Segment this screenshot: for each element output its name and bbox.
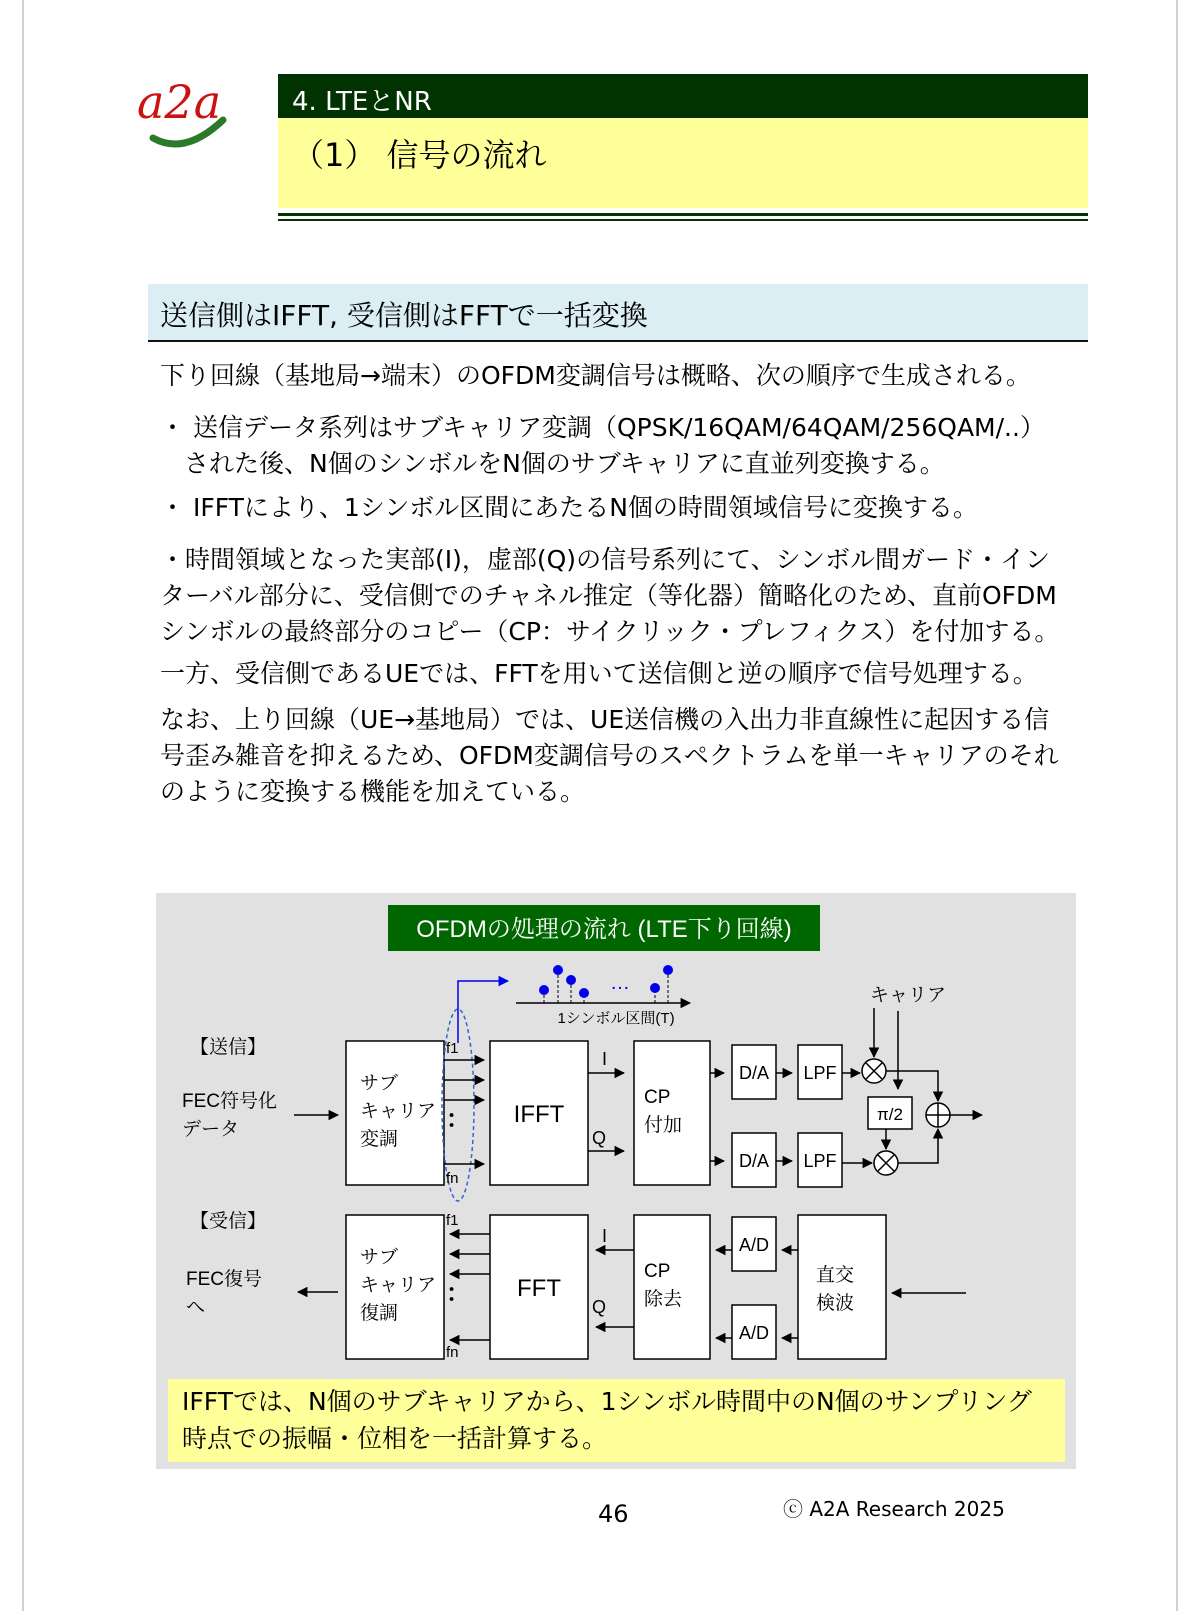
paragraph-2-line-1: ・ 送信データ系列はサブキャリア変調（QPSK/16QAM/64QAM/256QAM/..）	[160, 413, 1045, 442]
cp-remove-block	[634, 1215, 710, 1359]
paragraph-2	[160, 410, 1080, 482]
paragraph-2-line-2: された後、N個のシンボルをN個のサブキャリアに直並列変換する。	[184, 449, 945, 478]
da-label-q: D/A	[738, 1151, 770, 1171]
note-box	[168, 1379, 1065, 1462]
tx-input-line2: データ	[182, 1119, 240, 1140]
section-heading-box	[148, 284, 1088, 342]
paragraph-6-line-2: 号歪み雑音を抑えるため、OFDM変調信号のスペクトラムを単一キャリアのそれ	[160, 741, 1059, 770]
mixer-i	[862, 1059, 886, 1083]
cp-add-block	[634, 1041, 710, 1185]
rx-output-line2: へ	[186, 1297, 206, 1318]
note-line-2: 時点での振幅・位相を一括計算する。	[182, 1424, 608, 1453]
quadrature-detector-block	[798, 1215, 886, 1359]
paragraph-6-line-1: なお、上り回線（UE→基地局）では、UE送信機の入出力非直線性に起因する信	[160, 705, 1050, 734]
pi2-label: π/2	[877, 1105, 903, 1124]
rx-det-line2: 検波	[816, 1293, 855, 1314]
paragraph-3: ・ IFFTにより、1シンボル区間にあたるN個の時間領域信号に変換する。	[160, 493, 978, 522]
rx-label: 【受信】	[190, 1211, 267, 1232]
diagram-title: OFDMの処理の流れ (LTE下り回線)	[416, 916, 792, 943]
tx-cp-line2: 付加	[644, 1115, 683, 1136]
ad-label-i: A/D	[738, 1235, 770, 1255]
fft-label: FFT	[517, 1275, 561, 1302]
header-rule-thin	[278, 219, 1088, 221]
timeline-ellipsis: …	[610, 972, 630, 994]
tx-f1: f1	[446, 1040, 459, 1057]
ad-label-q: A/D	[738, 1323, 770, 1343]
mixer-q	[874, 1151, 898, 1175]
paragraph-5: 一方、受信側であるUEでは、FFTを用いて送信側と逆の順序で信号処理する。	[160, 659, 1038, 688]
rx-f1: f1	[446, 1212, 459, 1229]
rx-cp-line2: 除去	[644, 1289, 683, 1310]
paragraph-6	[160, 702, 1080, 810]
page-title: （1） 信号の流れ	[292, 136, 547, 174]
timeline-stems	[544, 972, 668, 1003]
a2a-logo	[135, 68, 235, 158]
page-border-left	[22, 0, 24, 1611]
tx-i: I	[602, 1049, 608, 1069]
tx-mod-line1: サブ	[360, 1073, 399, 1094]
tx-input-line1: FEC符号化	[182, 1091, 278, 1112]
symbol-interval-label: 1シンボル区間(T)	[557, 1010, 675, 1027]
paragraph-6-line-3: のように変換する機能を加えている。	[160, 777, 586, 806]
rx-fn: fn	[446, 1344, 459, 1361]
lpf-label-i: LPF	[803, 1063, 837, 1083]
rx-cp-line1: CP	[644, 1261, 671, 1282]
tx-mod-line3: 変調	[360, 1129, 399, 1150]
header-rule-thick	[278, 213, 1088, 216]
note-text	[182, 1383, 1032, 1457]
timeline-samples	[539, 965, 673, 998]
rx-demod-line3: 復調	[360, 1303, 399, 1324]
da-label-i: D/A	[738, 1063, 770, 1083]
lpf-label-q: LPF	[803, 1151, 837, 1171]
tx-cp-line1: CP	[644, 1087, 671, 1108]
carrier-label: キャリア	[870, 985, 947, 1006]
rx-vdots: ：	[446, 1280, 470, 1307]
section-heading: 送信側はIFFT, 受信側はFFTで一括変換	[160, 299, 648, 332]
rx-demod-line2: キャリア	[360, 1275, 437, 1296]
summer	[926, 1103, 950, 1127]
note-line-1: IFFTでは、N個のサブキャリアから、1シンボル時間中のN個のサンプリング	[182, 1387, 1032, 1416]
tx-q: Q	[592, 1128, 607, 1148]
rx-det-line1: 直交	[816, 1265, 855, 1286]
rx-i: I	[602, 1226, 608, 1246]
ifft-label: IFFT	[513, 1101, 565, 1128]
ofdm-flow-diagram	[156, 893, 1076, 1383]
tx-label: 【送信】	[190, 1037, 267, 1058]
tx-vdots: ：	[446, 1106, 470, 1133]
paragraph-1: 下り回線（基地局→端末）のOFDM変調信号は概略、次の順序で生成される。	[160, 361, 1031, 390]
rx-output-line1: FEC復号	[186, 1269, 263, 1290]
rx-demod-line1: サブ	[360, 1247, 399, 1268]
chapter-bar	[278, 74, 1088, 118]
logo-letters: a2a	[137, 75, 222, 129]
tx-mod-line2: キャリア	[360, 1101, 437, 1122]
paragraph-4-line-3: シンボルの最終部分のコピー（CP：サイクリック・プレフィクス）を付加する。	[160, 617, 1060, 646]
paragraph-4-line-1: ・時間領域となった実部(I)，虚部(Q)の信号系列にて、シンボル間ガード・イン	[160, 545, 1050, 574]
chapter-label: 4. LTEとNR	[292, 87, 432, 117]
title-box	[278, 118, 1088, 208]
paragraph-4-line-2: ターバル部分に、受信側でのチャネル推定（等化器）簡略化のため、直前OFDM	[160, 581, 1057, 610]
rx-q: Q	[592, 1297, 607, 1317]
page-border-right	[1176, 0, 1178, 1611]
timeline-link	[458, 981, 508, 1043]
tx-fn: fn	[446, 1170, 459, 1187]
page-number: 46	[598, 1500, 629, 1528]
copyright: ⓒ A2A Research 2025	[783, 1497, 1005, 1521]
paragraph-4	[160, 542, 1080, 650]
